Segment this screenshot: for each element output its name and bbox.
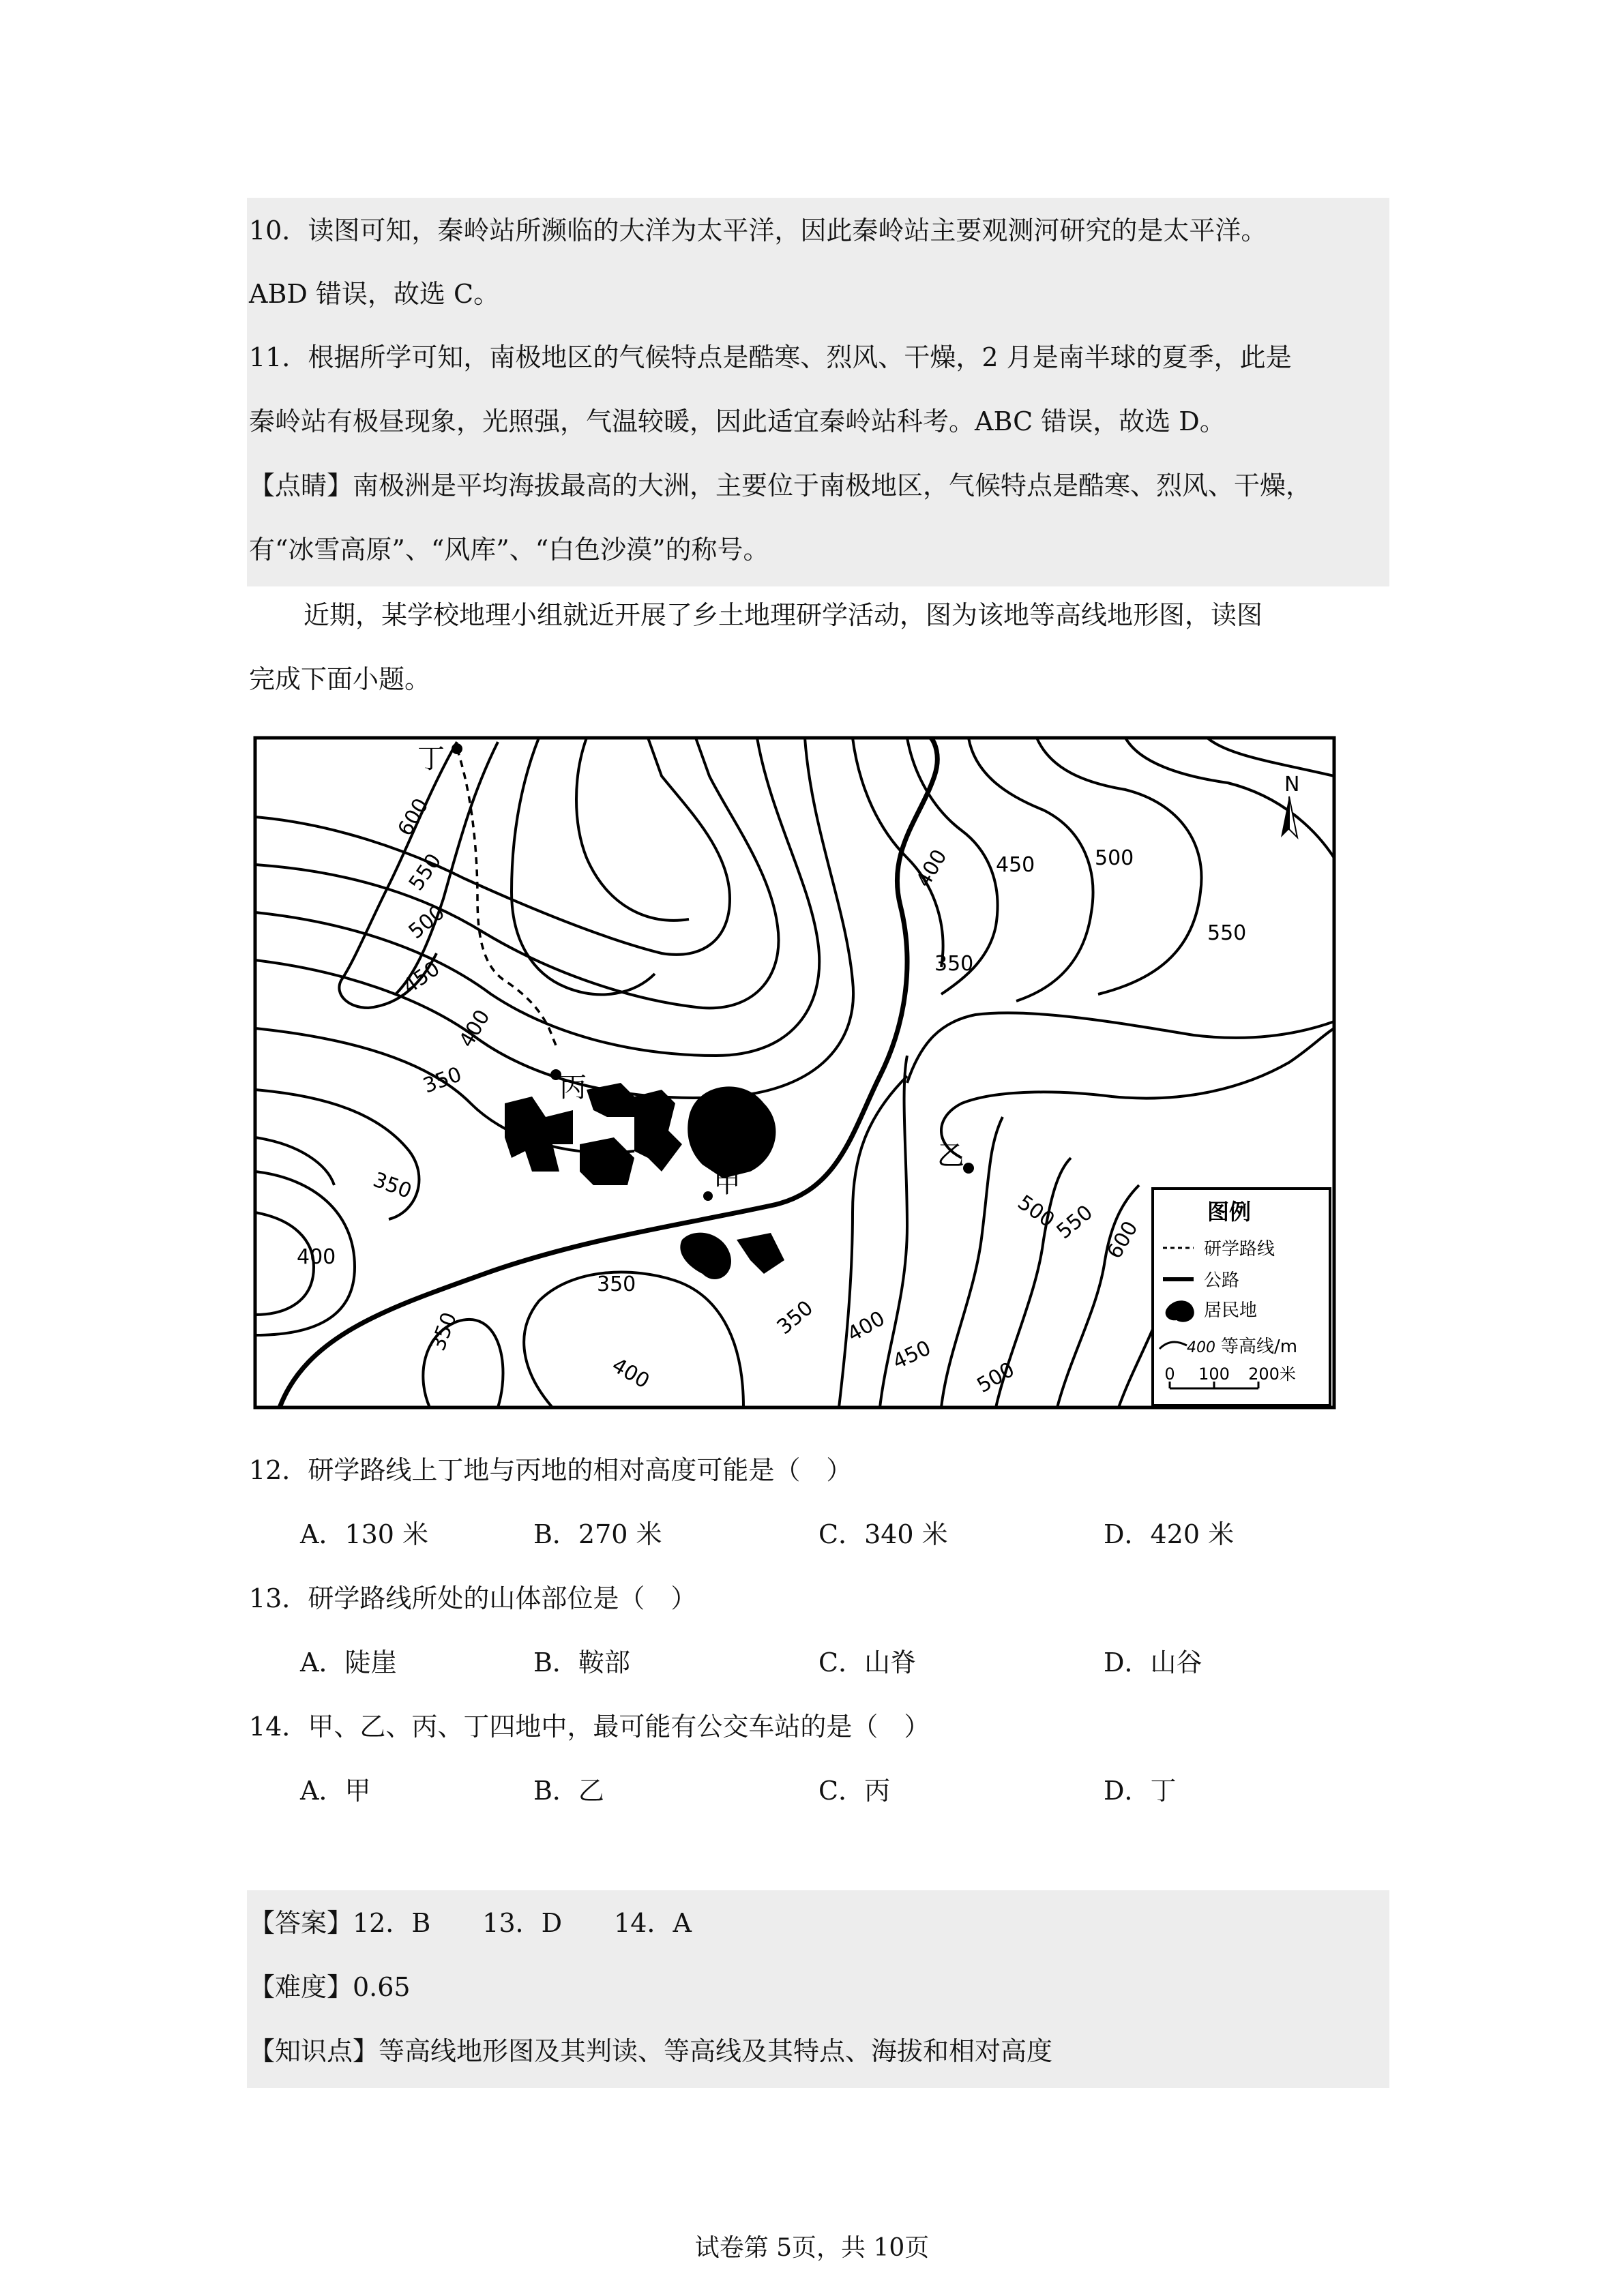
explanation-line: 秦岭站有极昼现象，光照强，气温较暖，因此适宜秦岭站科考。ABC 错误，故选 D。 [249, 406, 1226, 436]
contour-label: 500 [1013, 1190, 1059, 1233]
contour-label: 500 [404, 900, 450, 944]
knowledge-line: 【知识点】等高线地形图及其判读、等高线及其特点、海拔和相对高度 [249, 2036, 1053, 2066]
legend-scale-0: 0 [1164, 1365, 1175, 1384]
option-c: C．山脊 [818, 1648, 917, 1678]
option-d: D．420 米 [1104, 1519, 1235, 1549]
option-a: A．130 米 [300, 1519, 429, 1549]
option-c: C．340 米 [818, 1519, 948, 1549]
contour-label: 600 [393, 794, 434, 840]
option-a: A．甲 [300, 1776, 371, 1806]
option-d: D．丁 [1104, 1776, 1177, 1806]
explanation-line: ABD 错误，故选 C。 [249, 279, 500, 309]
contour-label: 400 [454, 1005, 495, 1052]
option-d: D．山谷 [1104, 1648, 1202, 1678]
contour-label: 350 [419, 1062, 465, 1099]
legend-contour-sample-value: 400 [1187, 1339, 1215, 1356]
option-b: B．乙 [533, 1776, 604, 1806]
explanation-block [247, 198, 1389, 586]
contour-label: 350 [597, 1272, 636, 1296]
legend-road-label: 公路 [1204, 1270, 1240, 1291]
point-ding-label: 丁 [417, 743, 445, 775]
intro-line: 近期，某学校地理小组就近开展了乡土地理研学活动，图为该地等高线地形图，读图 [304, 600, 1263, 630]
legend-scale-200: 200米 [1248, 1365, 1296, 1384]
legend-contour-label: 等高线/m [1221, 1337, 1298, 1357]
contour-label: 500 [973, 1357, 1019, 1398]
point-jia-label: 甲 [713, 1167, 741, 1199]
legend-box [1153, 1189, 1330, 1405]
point-yi-marker [963, 1163, 974, 1174]
contour-label: 350 [934, 952, 974, 976]
intro-line: 完成下面小题。 [249, 664, 431, 694]
explanation-line: 【点睛】南极洲是平均海拔最高的大洲，主要位于南极地区，气候特点是酷寒、烈风、干燥， [249, 471, 1312, 501]
legend-route-label: 研学路线 [1204, 1239, 1275, 1259]
point-bing-label: 丙 [559, 1072, 587, 1103]
point-ding-marker [452, 743, 462, 754]
question-stem: 12．研学路线上丁地与丙地的相对高度可能是（ ） [249, 1455, 853, 1485]
point-yi-label: 乙 [937, 1140, 964, 1172]
contour-map [252, 735, 1337, 1410]
explanation-line: 10．读图可知，秦岭站所濒临的大洋为太平洋，因此秦岭站主要观测河研究的是太平洋。 [249, 215, 1267, 245]
point-jia-marker [703, 1191, 713, 1201]
contour-label: 400 [608, 1353, 654, 1394]
option-a: A．陡崖 [300, 1648, 397, 1678]
option-b: B．鞍部 [533, 1648, 630, 1678]
question-stem: 13．研学路线所处的山体部位是（ ） [249, 1583, 697, 1613]
contour-label: 450 [996, 853, 1035, 877]
contour-label: 550 [404, 849, 447, 895]
contour-label: 400 [843, 1306, 889, 1347]
legend-settlement-label: 居民地 [1204, 1300, 1258, 1321]
contour-label: 550 [1052, 1200, 1098, 1244]
legend-scale-100: 100 [1198, 1365, 1230, 1384]
option-c: C．丙 [818, 1776, 891, 1806]
contour-label: 550 [1207, 921, 1247, 945]
contour-label: 400 [297, 1245, 336, 1269]
explanation-line: 11．根据所学可知，南极地区的气候特点是酷寒、烈风、干燥，2 月是南半球的夏季，此是 [249, 342, 1292, 372]
contour-label: 450 [889, 1336, 935, 1375]
north-label: N [1284, 773, 1300, 796]
answer-line: 【答案】12．B 13．D 14．A [249, 1908, 692, 1938]
contour-label: 450 [398, 957, 445, 999]
page-footer: 试卷第 5页，共 10页 [694, 2234, 930, 2262]
contour-label: 350 [370, 1167, 415, 1204]
contour-label: 600 [1102, 1217, 1143, 1263]
contour-label: 350 [772, 1296, 818, 1340]
difficulty-line: 【难度】0.65 [249, 1972, 411, 2002]
explanation-line: 有“冰雪高原”、“风库”、“白色沙漠”的称号。 [249, 535, 769, 565]
option-b: B．270 米 [533, 1519, 662, 1549]
contour-label: 400 [911, 845, 952, 891]
contour-label: 350 [426, 1309, 462, 1354]
question-stem: 14．甲、乙、丙、丁四地中，最可能有公交车站的是（ ） [249, 1712, 930, 1742]
legend-title: 图例 [1207, 1199, 1252, 1225]
contour-label: 500 [1095, 846, 1134, 870]
